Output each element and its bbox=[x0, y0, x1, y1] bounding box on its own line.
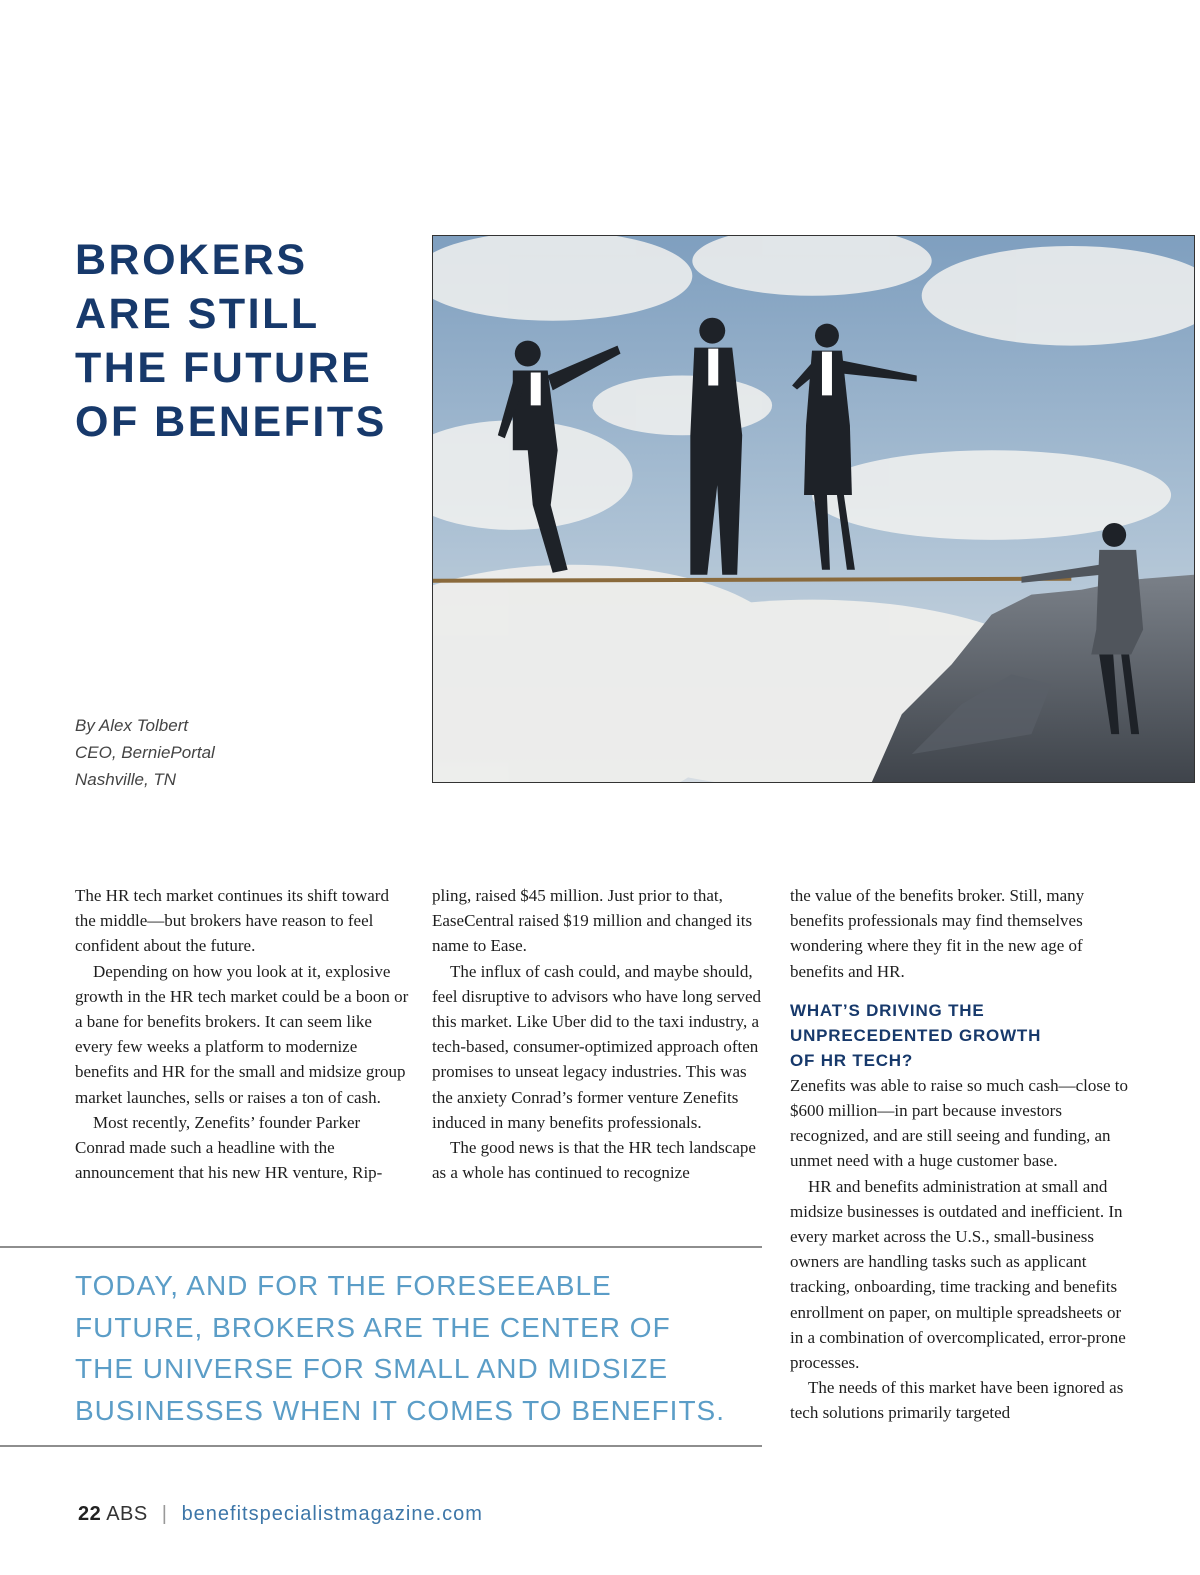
pull-quote-line: FUTURE, BROKERS ARE THE CENTER OF bbox=[75, 1311, 671, 1343]
heading-line: OF HR TECH? bbox=[790, 1050, 914, 1070]
page-number: 22 bbox=[78, 1503, 102, 1525]
paragraph: Most recently, Zenefits’ founder Parker Conrad made such a headline with the announcement that his new HR venture, Rip- bbox=[75, 1112, 383, 1183]
paragraph: The needs of this market have been ignored as tech solutions primarily targeted bbox=[790, 1378, 1124, 1423]
paragraph: The good news is that the HR tech landscape as a whole has continued to recognize bbox=[432, 1138, 756, 1183]
title-line: BROKERS bbox=[75, 236, 308, 284]
page-footer bbox=[78, 1503, 483, 1526]
tightrope-illustration bbox=[433, 236, 1194, 782]
byline-location: Nashville, TN bbox=[75, 770, 177, 789]
website-link[interactable]: benefitspecialistmagazine.com bbox=[181, 1503, 483, 1525]
pull-quote-bottom-rule bbox=[0, 1445, 762, 1447]
hero-photo bbox=[432, 235, 1195, 783]
paragraph: pling, raised $45 million. Just prior to that, EaseCentral raised $19 million and changed its name to Ease. bbox=[432, 886, 753, 956]
section-heading bbox=[790, 998, 1130, 1073]
heading-line: UNPRECEDENTED GROWTH bbox=[790, 1025, 1042, 1045]
footer-separator: | bbox=[161, 1503, 168, 1525]
paragraph: Depending on how you look at it, explosive growth in the HR tech market could be a boon or a bane for benefits brokers. It can seem like every few weeks a platform to modernize benefits and HR for the small and midsize group market launches, sells or raises a ton of cash. bbox=[75, 961, 409, 1107]
paragraph: the value of the benefits broker. Still, many benefits professionals may find themselves wondering where they fit in the new age of benefits and HR. bbox=[790, 886, 1085, 981]
body-column-3 bbox=[790, 883, 1130, 1426]
title-line: THE FUTURE bbox=[75, 344, 373, 392]
body-column-2 bbox=[432, 883, 767, 1185]
title-line: OF BENEFITS bbox=[75, 398, 387, 446]
heading-line: WHAT’S DRIVING THE bbox=[790, 1000, 985, 1020]
byline-role: CEO, BerniePortal bbox=[75, 743, 215, 762]
byline-author: By Alex Tolbert bbox=[75, 716, 189, 735]
article-title bbox=[75, 233, 415, 449]
byline bbox=[75, 712, 215, 793]
pull-quote-line: THE UNIVERSE FOR SMALL AND MIDSIZE bbox=[75, 1353, 669, 1384]
pull-quote bbox=[75, 1265, 755, 1431]
paragraph: The influx of cash could, and maybe should, feel disruptive to advisors who have long served this market. Like Uber did to the taxi industry, a tech-based, consumer-optimized approach often promises to unseat legacy industries. This was the anxiety Conrad’s former venture Zenefits induced in many benefits professionals. bbox=[432, 961, 762, 1132]
pull-quote-top-rule bbox=[0, 1246, 762, 1248]
body-column-1 bbox=[75, 883, 410, 1185]
paragraph: The HR tech market continues its shift toward the middle—but brokers have reason to feel confident about the future. bbox=[75, 886, 389, 956]
paragraph: Zenefits was able to raise so much cash—close to $600 million—in part because investors recognized, and are still seeing and funding, an unmet need with a huge customer base. bbox=[790, 1075, 1129, 1171]
title-line: ARE STILL bbox=[75, 290, 320, 338]
pull-quote-line: TODAY, AND FOR THE FORESEEABLE bbox=[75, 1270, 612, 1301]
publication-name: ABS bbox=[106, 1503, 148, 1525]
paragraph: HR and benefits administration at small and midsize businesses is outdated and inefficient. In every market across the U.S., small-business owners are handling tasks such as applicant tracking, onboarding, time tracking and benefits enrollment on paper, on multiple spreadsheets or in a combination of overcomplicated, error-prone processes. bbox=[790, 1176, 1126, 1373]
pull-quote-line: BUSINESSES WHEN IT COMES TO BENEFITS. bbox=[75, 1394, 726, 1426]
